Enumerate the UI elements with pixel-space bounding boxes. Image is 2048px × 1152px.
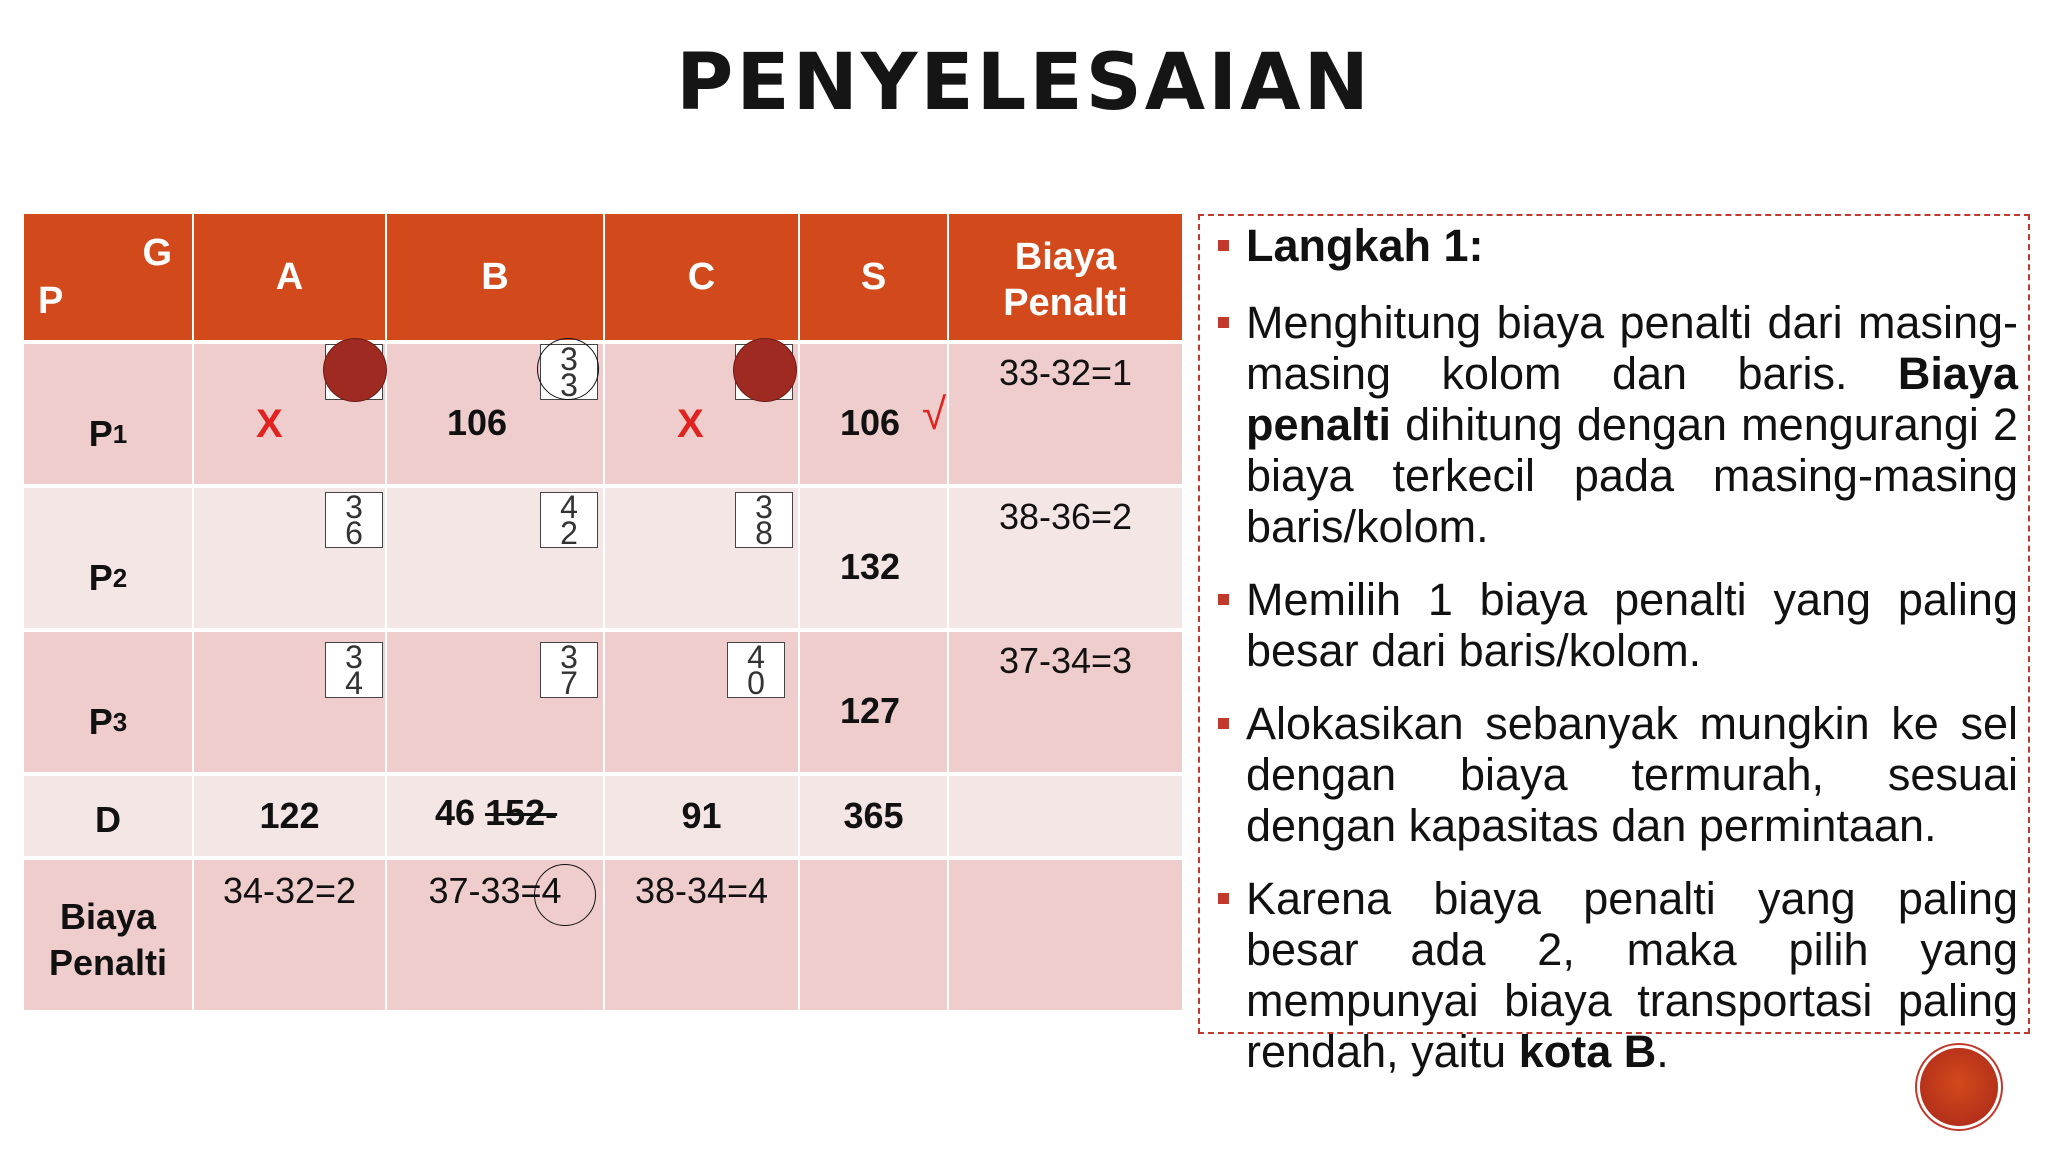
step-heading: Langkah 1: — [1218, 220, 2018, 271]
penalty-p1: 33-32=1 — [949, 344, 1182, 484]
cell-p1-s — [800, 344, 947, 484]
header-a: A — [194, 214, 385, 340]
header-c: C — [605, 214, 798, 340]
alloc-p1-a: X — [256, 402, 283, 446]
penalty-p2: 38-36=2 — [949, 488, 1182, 628]
col-penalty-c: 38-34=4 — [605, 860, 798, 1010]
cost-box-p2-a: 3 6 — [325, 492, 383, 548]
header-penalty — [949, 214, 1182, 340]
supply-p1: 106 — [840, 402, 901, 443]
penalty-p3: 37-34=3 — [949, 632, 1182, 772]
cell-p2-b — [387, 488, 603, 628]
cell-p1-b — [387, 341, 603, 484]
page-title: PENYELESAIAN — [676, 38, 1372, 128]
steps-list — [1218, 220, 2018, 1099]
cell-p2-s — [800, 488, 947, 628]
cell-p3-b — [387, 632, 603, 772]
highlight-dot-icon — [733, 338, 797, 402]
header-b: B — [387, 214, 603, 340]
col-penalty-a: 34-32=2 — [194, 860, 385, 1010]
cell-p3-a — [194, 632, 385, 772]
corner-g: G — [142, 232, 172, 274]
penalty-empty-p — [949, 860, 1182, 1010]
cost-box-p3-b: 3 7 — [540, 642, 598, 698]
header-s: S — [800, 214, 947, 340]
step-5: Karena biaya penalti yang paling besar ada 2, maka pilih yang mempunyai biaya transportasi paling rendah, yaitu kota B. — [1218, 873, 2018, 1077]
cell-p1-a — [194, 344, 385, 484]
alloc-p1-c: X — [677, 402, 704, 446]
step-4: Alokasikan sebanyak mungkin ke sel dengan biaya termurah, sesuai dengan kapasitas dan permintaan. — [1218, 698, 2018, 851]
checkmark-icon: √ — [922, 390, 947, 439]
circle-mark-icon — [537, 338, 599, 400]
corner-cell — [24, 214, 192, 340]
cost-box-p1-b: 3 3 — [540, 344, 598, 400]
cost-box-p3-c: 4 0 — [727, 642, 785, 698]
row-label-penalty: Biaya Penalti — [24, 860, 192, 1010]
demand-c: 91 — [605, 776, 798, 856]
cost-box-p3-a: 3 4 — [325, 642, 383, 698]
row-label-p3: P 3 — [24, 632, 192, 772]
cost-box-p2-b: 4 2 — [540, 492, 598, 548]
header-penalty-line1: Biaya — [1014, 236, 1117, 278]
header-penalty-line2: Penalti — [1003, 282, 1128, 324]
cost-box-p2-c: 3 8 — [735, 492, 793, 548]
row-label-p1: P 1 — [24, 344, 192, 484]
highlight-dot-icon — [323, 338, 387, 402]
step-2: Menghitung biaya penalti dari masing-masing kolom dan baris. Biaya penalti dihitung dengan mengurangi 2 biaya terkecil pada masing-masing baris/kolom. — [1218, 297, 2018, 552]
step-3: Memilih 1 biaya penalti yang paling besar dari baris/kolom. — [1218, 574, 2018, 676]
row-label-p2: P 2 — [24, 488, 192, 628]
corner-p: P — [38, 280, 64, 322]
supply-p3: 127 — [840, 690, 901, 731]
demand-a: 122 — [194, 776, 385, 856]
penalty-empty-s — [800, 860, 947, 1010]
slide-nav-button[interactable] — [1920, 1048, 1998, 1126]
cell-p3-c — [605, 632, 798, 772]
cell-p1-c — [605, 344, 798, 484]
demand-b: 46 152- — [387, 776, 603, 856]
supply-p2: 132 — [840, 546, 901, 587]
circle-mark-icon — [534, 864, 596, 926]
demand-penalty-empty — [949, 776, 1182, 856]
row-label-d: D — [24, 776, 192, 856]
cell-p2-c — [605, 488, 798, 628]
cell-p3-s — [800, 632, 947, 772]
alloc-p1-b: 106 — [447, 402, 508, 443]
cell-p2-a — [194, 488, 385, 628]
col-penalty-b: 37-33=4 — [387, 860, 603, 1010]
demand-total: 365 — [800, 776, 947, 856]
